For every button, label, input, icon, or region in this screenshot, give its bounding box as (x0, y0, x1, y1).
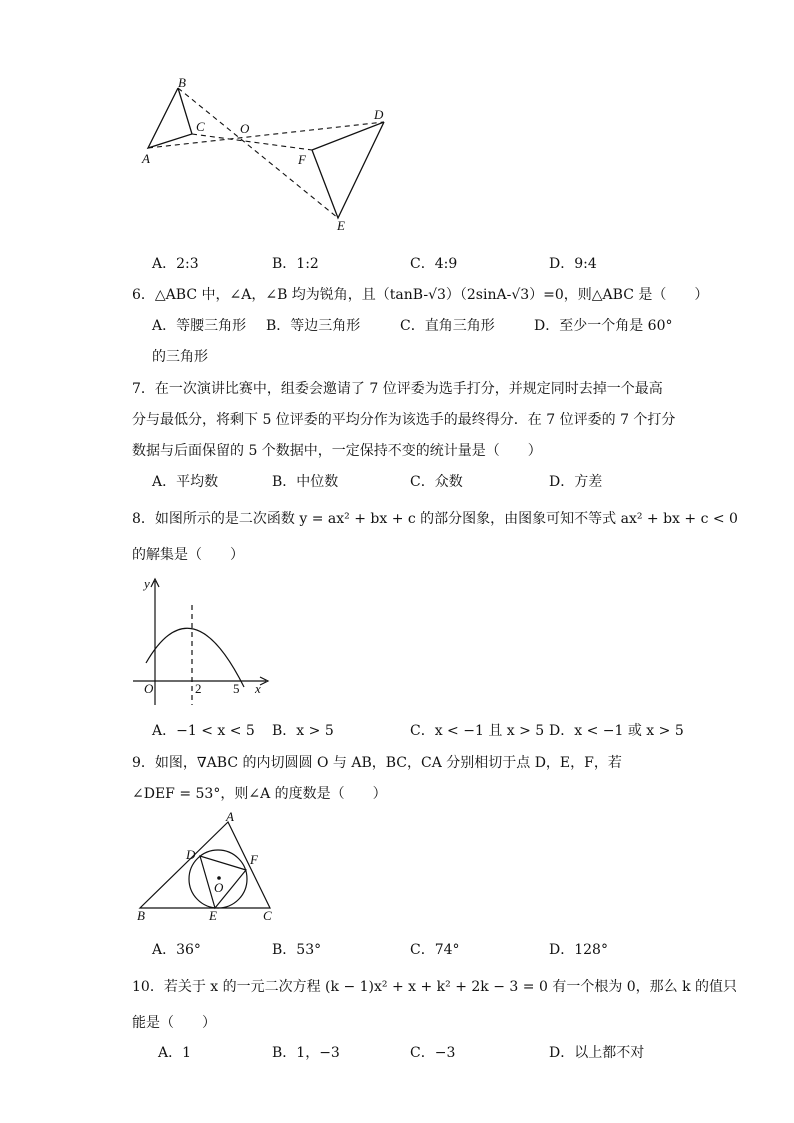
figure-q8-parabola (128, 575, 278, 710)
tick-label-2: 2 (195, 681, 202, 696)
label-b: B (178, 75, 186, 90)
q6-stem: 6．△ABC 中，∠A，∠B 均为锐角，且（tanB-√3）（2sinA-√3）=0，则△ABC 是（ ） (132, 287, 709, 303)
q6-option-d[interactable]: D．至少一个角是 60° (534, 318, 673, 334)
q7-option-d[interactable]: D．方差 (549, 474, 603, 490)
tick-label-5: 5 (233, 681, 240, 696)
q10-stem-line-2: 能是（ ） (132, 1015, 216, 1031)
x-axis-label: x (255, 681, 261, 696)
label-o-q9: O (214, 880, 224, 895)
q7-stem-line-1: 7．在一次演讲比赛中，组委会邀请了 7 位评委为选手打分，并规定同时去掉一个最高 (132, 381, 663, 397)
label-b-q9: B (137, 908, 145, 923)
q7-option-c[interactable]: C．众数 (410, 474, 463, 490)
q8-stem-line-2: 的解集是（ ） (132, 547, 244, 563)
dashed-line-cf (192, 134, 312, 150)
q8-stem-line-1: 8．如图所示的是二次函数 y = ax² + bx + c 的部分图象，由图象可知不等式 ax² + bx + c < 0 (132, 511, 738, 527)
q8-option-d[interactable]: D．x < −1 或 x > 5 (549, 723, 684, 739)
triangle-def (312, 122, 384, 218)
label-a: A (142, 151, 150, 166)
label-c-q9: C (263, 908, 272, 923)
q5-option-b[interactable]: B．1:2 (272, 256, 319, 272)
q6-option-b[interactable]: B．等边三角形 (266, 318, 361, 334)
q5-option-c[interactable]: C．4:9 (410, 256, 458, 272)
label-f: F (298, 152, 306, 167)
label-e: E (337, 218, 345, 233)
q9-option-c[interactable]: C．74° (410, 942, 460, 958)
figure-q5-triangles (130, 70, 410, 240)
dashed-line-be (178, 88, 338, 218)
q5-option-d[interactable]: D．9:4 (549, 256, 597, 272)
triangle-abc (148, 88, 192, 148)
q9-option-a[interactable]: A．36° (152, 942, 201, 958)
origin-label: O (144, 681, 154, 696)
q8-option-a[interactable]: A．−1 < x < 5 (152, 723, 255, 739)
q10-option-b[interactable]: B．1，−3 (272, 1045, 340, 1061)
label-f-q9: F (250, 852, 258, 867)
q7-option-a[interactable]: A．平均数 (152, 474, 219, 490)
q10-stem-line-1: 10．若关于 x 的一元二次方程 (k − 1)x² + x + k² + 2k − 3 = 0 有一个根为 0，那么 k 的值只 (132, 979, 738, 995)
q6-option-a[interactable]: A．等腰三角形 (152, 318, 247, 334)
label-d-q9: D (186, 847, 196, 862)
q5-option-a[interactable]: A．2:3 (152, 256, 199, 272)
label-c: C (196, 119, 205, 134)
y-axis-label: y (144, 576, 150, 591)
q9-stem-line-1: 9．如图，∇ABC 的内切圆圆 O 与 AB，BC，CA 分别相切于点 D，E，F，若 (132, 755, 622, 771)
q7-stem-line-3: 数据与后面保留的 5 个数据中，一定保持不变的统计量是（ ） (132, 443, 542, 459)
q7-stem-line-2: 分与最低分，将剩下 5 位评委的平均分作为该选手的最终得分．在 7 位评委的 7 个打分 (132, 412, 676, 428)
q10-option-c[interactable]: C．−3 (410, 1045, 456, 1061)
label-a-q9: A (226, 812, 234, 824)
parabola-curve (146, 628, 244, 687)
q10-option-a[interactable]: A．1 (158, 1045, 192, 1061)
q9-option-d[interactable]: D．128° (549, 942, 608, 958)
q6-option-d-continued: 的三角形 (152, 349, 208, 365)
label-e-q9: E (209, 908, 217, 923)
q8-option-b[interactable]: B．x > 5 (272, 723, 334, 739)
q8-option-c[interactable]: C．x < −1 且 x > 5 (410, 723, 545, 739)
label-d: D (374, 107, 384, 122)
q10-option-d[interactable]: D．以上都不对 (549, 1045, 645, 1061)
label-o: O (240, 121, 250, 136)
q9-option-b[interactable]: B．53° (272, 942, 322, 958)
q6-option-c[interactable]: C．直角三角形 (400, 318, 495, 334)
q9-stem-line-2: ∠DEF = 53°，则∠A 的度数是（ ） (132, 786, 387, 802)
q7-option-b[interactable]: B．中位数 (272, 474, 339, 490)
figure-q9-incircle (130, 812, 290, 932)
